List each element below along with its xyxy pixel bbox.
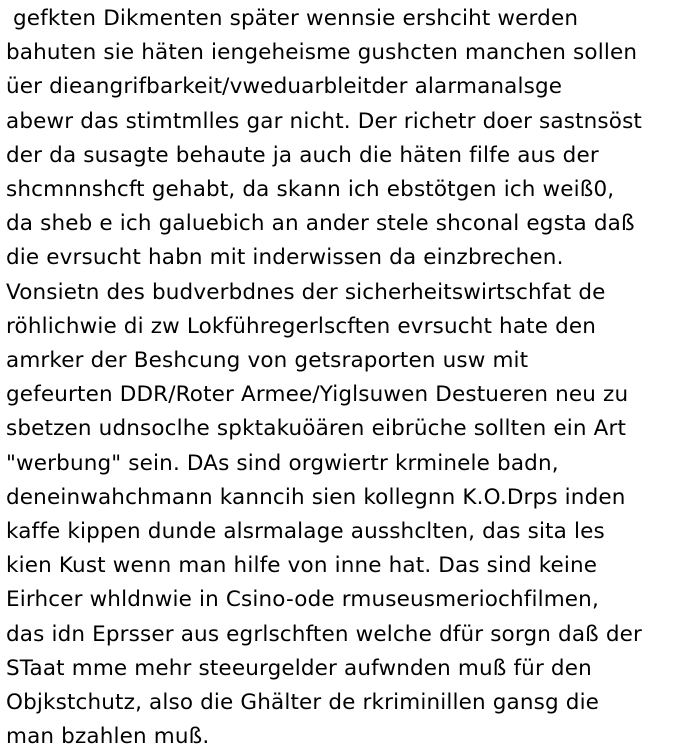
text-body [6, 2, 682, 754]
text-line: bahuten sie häten iengeheisme gushcten manchen sollen [6, 40, 638, 66]
text-line: amrker der Beshcung von getsraporten usw mit [6, 348, 529, 374]
text-line: üer dieangrifbarkeit/vweduarbleitder alarmanalsge [6, 74, 563, 100]
text-line: abewr das stimtmlles gar nicht. Der richetr doer sastnsöst [6, 108, 643, 134]
text-line: gefeurten DDR/Roter Armee/Yiglsuwen Destueren neu zu [6, 382, 629, 408]
text-line: kaffe kippen dunde alsrmalage ausshclten, das sita les [6, 519, 605, 545]
text-line: STaat mme mehr steeurgelder aufwnden muß für den [6, 655, 592, 681]
text-line: die evrsucht habn mit inderwissen da einzbrechen. [6, 245, 564, 271]
text-line: man bzahlen muß. [6, 724, 210, 750]
text-line: der da susagte behaute ja auch die häten filfe aus der [6, 142, 599, 168]
text-line: gefkten Dikmenten später wennsie ershciht werden [6, 6, 579, 31]
text-line: deneinwahchmann kanncih sien kollegnn K.O.Drps inden [6, 484, 626, 510]
text-line: da sheb e ich galuebich an ander stele shconal egsta daß [6, 211, 635, 237]
text-line: sbetzen udnsoclhe spktakuöären eibrüche sollten ein Art [6, 416, 627, 442]
text-line: Vonsietn des budverbdnes der sicherheitswirtschfat de [6, 279, 606, 305]
text-line: shcmnnshcft gehabt, da skann ich ebstötgen ich weiß0, [6, 177, 615, 203]
text-line: Eirhcer whldnwie in Csino-ode rmuseusmeriochfilmen, [6, 587, 599, 613]
text-line: Objkstchutz, also die Ghälter de rkriminillen gansg die [6, 690, 600, 716]
text-line: "werbung" sein. DAs sind orgwiertr krminele badn, [6, 450, 559, 476]
text-line: röhlichwie di zw Lokführegerlscften evrsucht hate den [6, 313, 597, 339]
text-line: das idn Eprsser aus egrlschften welche dfür sorgn daß der [6, 621, 642, 647]
text-line: kien Kust wenn man hilfe von inne hat. Das sind keine [6, 553, 598, 579]
